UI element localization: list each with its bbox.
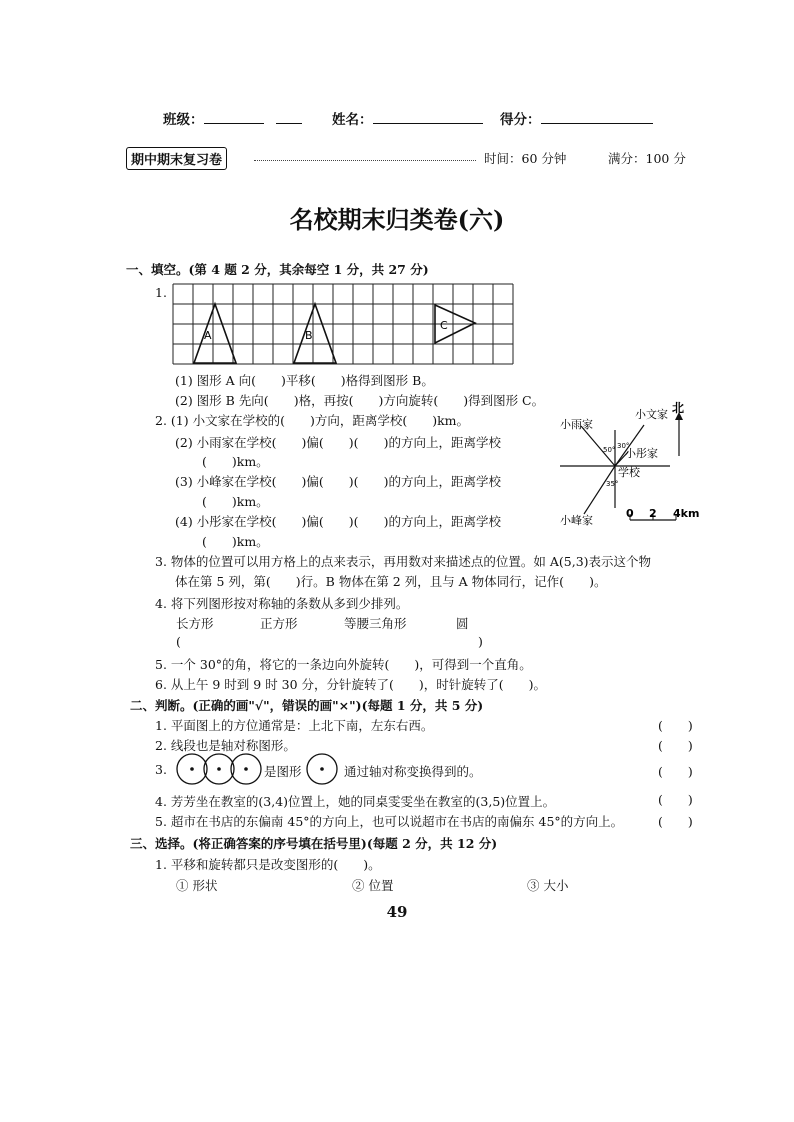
q2-3b: ( )km。 <box>202 494 269 509</box>
translation-grid <box>172 283 519 365</box>
choice-1: 1. 平移和旋转都只是改变图形的( )。 <box>155 857 381 872</box>
q2-2b: ( )km。 <box>202 454 269 469</box>
direction-map <box>548 400 708 535</box>
scale-0: 0 <box>626 507 634 520</box>
q5: 5. 一个 30°的角，将它的一条边向外旋转( )，可得到一个直角。 <box>155 657 532 672</box>
q4-shape-square: 正方形 <box>260 616 298 631</box>
angle-35: 35° <box>606 480 619 488</box>
xiaofeng-label: 小峰家 <box>560 514 593 527</box>
class-field <box>163 108 302 128</box>
name-field <box>332 108 483 128</box>
judge-1: 1. 平面图上的方位通常是：上北下南，左东右西。 <box>155 718 434 733</box>
class-label: 班级： <box>163 112 204 128</box>
scale-4km: 4km <box>673 507 700 520</box>
judge-5: 5. 超市在书店的东偏南 45°的方向上，也可以说超市在书店的南偏东 45°的方向上。 <box>155 814 624 829</box>
q1-2: (2) 图形 B 先向( )格，再按( )方向旋转( )得到图形 C。 <box>175 393 545 408</box>
q1-number: 1. <box>155 285 167 300</box>
north-label: 北 <box>672 401 685 415</box>
name-blank[interactable] <box>373 109 483 124</box>
choice-1-option-3[interactable]: ③ 大小 <box>527 878 569 893</box>
three-circles-figure <box>174 752 266 786</box>
q2-2a: (2) 小雨家在学校( )偏( )( )的方向上，距离学校 <box>175 435 501 450</box>
exam-time: 时间：60 分钟 <box>484 151 567 166</box>
judge-3-mid: 是图形 <box>264 764 302 779</box>
q4-shape-rectangle: 长方形 <box>176 616 214 631</box>
q4-paren-open: ( <box>176 634 181 649</box>
judge-3-number: 3. <box>155 762 167 777</box>
xiaowen-label: 小文家 <box>635 408 668 421</box>
page-number: 49 <box>386 903 408 921</box>
class-blank-2[interactable] <box>276 109 302 124</box>
label-c: C <box>440 319 448 332</box>
grid-lines <box>173 284 513 364</box>
q4-shape-circle: 圆 <box>456 616 469 631</box>
q3-line1: 3. 物体的位置可以用方格上的点来表示，再用数对来描述点的位置。如 A(5,3)表示这个物 <box>155 554 652 569</box>
page-title: 名校期末归类卷(六) <box>289 205 505 234</box>
score-blank[interactable] <box>541 109 653 124</box>
section1-heading: 一、填空。(第 4 题 2 分，其余每空 1 分，共 27 分) <box>126 262 429 277</box>
xiaotong-label: 小彤家 <box>625 447 658 460</box>
judge-3-end: 通过轴对称变换得到的。 <box>344 764 482 779</box>
q6: 6. 从上午 9 时到 9 时 30 分，分针旋转了( )，时针旋转了( )。 <box>155 677 547 692</box>
exam-full-score: 满分：100 分 <box>608 151 686 166</box>
judge-1-answer[interactable]: ( ) <box>658 718 693 733</box>
xiaoyu-label: 小雨家 <box>560 418 593 431</box>
q4-shape-triangle: 等腰三角形 <box>344 616 407 631</box>
scale-2: 2 <box>649 507 657 520</box>
label-a: A <box>204 329 212 342</box>
single-circle-figure <box>305 752 339 786</box>
angle-50: 50° <box>603 446 616 454</box>
judge-2: 2. 线段也是轴对称图形。 <box>155 738 296 753</box>
q2-1: 2. (1) 小文家在学校的( )方向，距离学校( )km。 <box>155 413 470 428</box>
judge-2-answer[interactable]: ( ) <box>658 738 693 753</box>
section2-heading: 二、判断。(正确的画"√"，错误的画"×")(每题 1 分，共 5 分) <box>130 698 484 713</box>
line-xiaofeng <box>584 466 615 514</box>
q2-4b: ( )km。 <box>202 534 269 549</box>
class-blank[interactable] <box>204 109 264 124</box>
exam-tag: 期中期末复习卷 <box>126 147 227 170</box>
header-divider <box>254 160 476 161</box>
judge-4: 4. 芳芳坐在教室的(3,4)位置上，她的同桌雯雯坐在教室的(3,5)位置上。 <box>155 794 556 809</box>
shape-b <box>294 304 336 363</box>
q4: 4. 将下列图形按对称轴的条数从多到少排列。 <box>155 596 409 611</box>
shape-a <box>194 304 236 363</box>
q2-3a: (3) 小峰家在学校( )偏( )( )的方向上，距离学校 <box>175 474 501 489</box>
school-label: 学校 <box>618 466 640 479</box>
q4-paren-close: ) <box>478 634 483 649</box>
score-label: 得分： <box>500 112 541 128</box>
q1-1: (1) 图形 A 向( )平移( )格得到图形 B。 <box>175 373 434 388</box>
q3-line2: 体在第 5 列，第( )行。B 物体在第 2 列，且与 A 物体同行，记作( )。 <box>175 574 607 589</box>
name-label: 姓名： <box>332 112 373 128</box>
angle-30: 30° <box>617 442 630 450</box>
q2-4a: (4) 小彤家在学校( )偏( )( )的方向上，距离学校 <box>175 514 501 529</box>
section3-heading: 三、选择。(将正确答案的序号填在括号里)(每题 2 分，共 12 分) <box>130 836 498 851</box>
judge-3-answer[interactable]: ( ) <box>658 764 693 779</box>
judge-5-answer[interactable]: ( ) <box>658 814 693 829</box>
choice-1-option-1[interactable]: ① 形状 <box>176 878 218 893</box>
score-field <box>500 108 653 128</box>
label-b: B <box>305 329 313 342</box>
judge-4-answer[interactable]: ( ) <box>658 792 693 807</box>
choice-1-option-2[interactable]: ② 位置 <box>352 878 394 893</box>
